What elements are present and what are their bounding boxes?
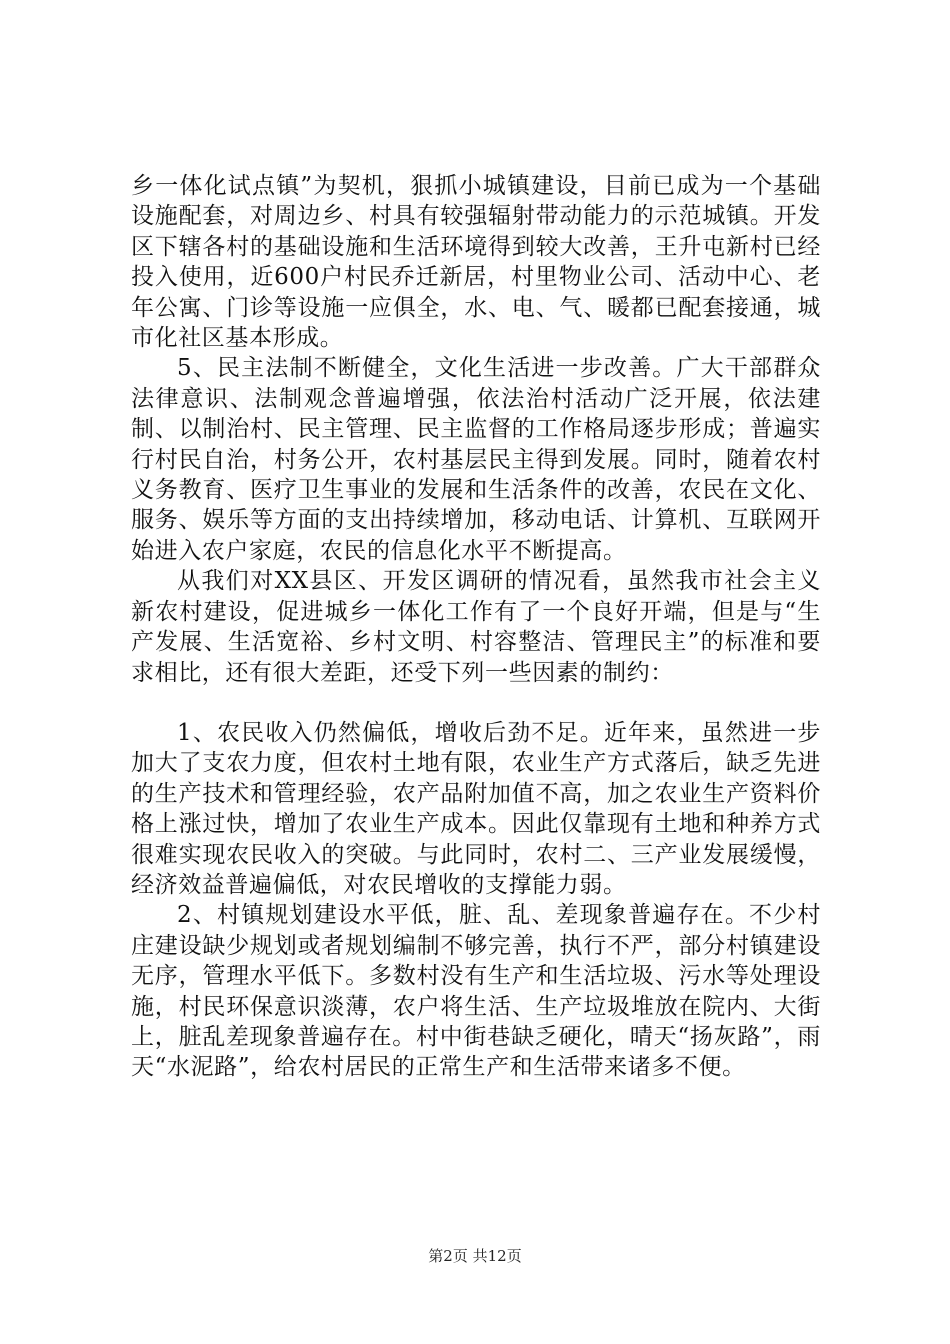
paragraph-item-5: 5、民主法制不断健全，文化生活进一步改善。广大干部群众法律意识、法制观念普遍增强，依法治村活动广泛开展，依法建制、以制治村、民主管理、民主监督的工作格局逐步形成；普遍实行村民自治，村务公开，农村基层民主得到发展。同时，随着农村义务教育、医疗卫生事业的发展和生活条件的改善，农民在文化、服务、娱乐等方面的支出持续增加，移动电话、计算机、互联网开始进入农户家庭，农民的信息化水平不断提高。: [131, 355, 821, 564]
paragraph-spacer: [131, 688, 821, 718]
document-body: [131, 171, 821, 1083]
paragraph-survey-summary: 从我们对XX县区、开发区调研的情况看，虽然我市社会主义新农村建设，促进城乡一体化工作有了一个良好开端，但是与“生产发展、生活宽裕、乡村文明、村容整洁、管理民主”的标准和要求相比，还有很大差距，还受下列一些因素的制约：: [131, 568, 821, 686]
paragraph-continuation: 乡一体化试点镇”为契机，狠抓小城镇建设，目前已成为一个基础设施配套，对周边乡、村具有较强辐射带动能力的示范城镇。开发区下辖各村的基础设施和生活环境得到较大改善，王升屯新村已经投入使用，近600户村民乔迁新居，村里物业公司、活动中心、老年公寓、门诊等设施一应俱全，水、电、气、暖都已配套接通，城市化社区基本形成。: [131, 173, 821, 352]
page-number-footer: 第2页 共12页: [428, 1247, 522, 1265]
paragraph-item-1: 1、农民收入仍然偏低，增收后劲不足。近年来，虽然进一步加大了支农力度，但农村土地有限，农业生产方式落后，缺乏先进的生产技术和管理经验，农产品附加值不高，加之农业生产资料价格上涨过快，增加了农业生产成本。因此仅靠现有土地和种养方式很难实现农民收入的突破。与此同时，农村二、三产业发展缓慢，经济效益普遍偏低，对农民增收的支撑能力弱。: [131, 719, 821, 898]
paragraph-item-2: 2、村镇规划建设水平低，脏、乱、差现象普遍存在。不少村庄建设缺少规划或者规划编制不够完善，执行不严，部分村镇建设无序，管理水平低下。多数村没有生产和生活垃圾、污水等处理设施，村民环保意识淡薄，农户将生活、生产垃圾堆放在院内、大街上，脏乱差现象普遍存在。村中街巷缺乏硬化，晴天“扬灰路”，雨天“水泥路”，给农村居民的正常生产和生活带来诸多不便。: [131, 902, 821, 1081]
